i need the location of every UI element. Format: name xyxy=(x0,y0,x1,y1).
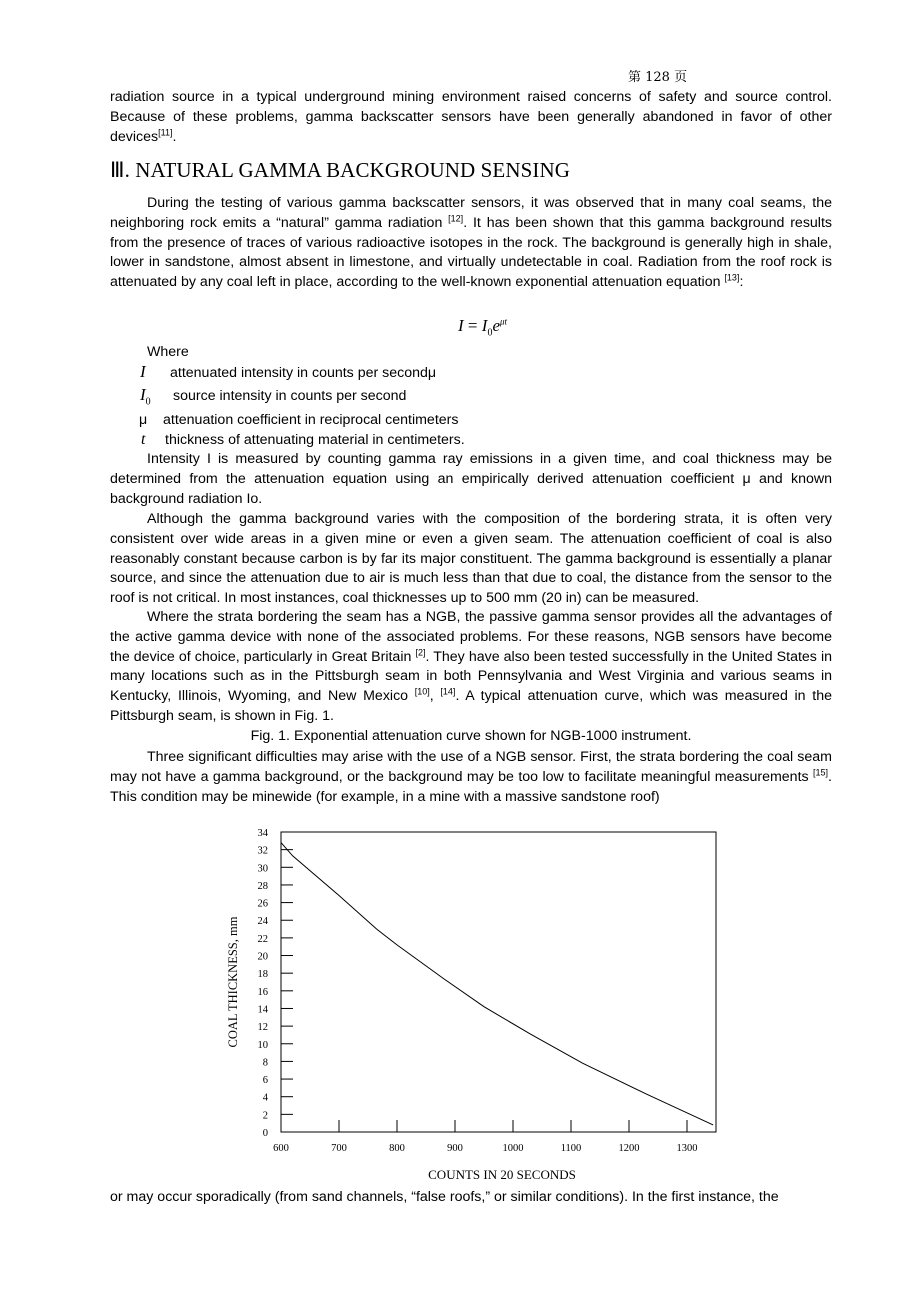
y-tick-label: 32 xyxy=(257,845,268,857)
x-tick-label: 900 xyxy=(447,1143,463,1154)
attenuation-curve xyxy=(281,843,713,1125)
y-tick-label: 16 xyxy=(257,986,268,998)
where-label: Where xyxy=(147,344,189,360)
y-tick-label: 10 xyxy=(257,1039,268,1051)
y-tick-label: 28 xyxy=(257,880,268,892)
definition-item: t thickness of attenuating material in centimeters. xyxy=(141,431,465,448)
y-tick-label: 30 xyxy=(257,863,268,875)
x-tick-label: 1200 xyxy=(618,1143,640,1154)
x-tick-label: 800 xyxy=(389,1143,405,1154)
y-tick-label: 24 xyxy=(257,916,268,928)
y-tick-label: 2 xyxy=(262,1110,268,1122)
citation: [11] xyxy=(158,126,173,137)
y-tick-label: 0 xyxy=(262,1128,268,1139)
y-tick-label: 8 xyxy=(262,1057,268,1069)
x-tick-label: 1300 xyxy=(676,1143,698,1154)
definition-item: μ attenuation coefficient in reciprocal centimeters xyxy=(139,412,459,428)
page-number: 第 128 页 xyxy=(628,70,688,85)
y-axis xyxy=(258,828,294,1139)
y-tick-label: 26 xyxy=(257,898,268,910)
attenuation-equation: $I = I_0e^{\mu t}$ xyxy=(458,316,508,339)
y-tick-label: 4 xyxy=(262,1092,268,1104)
section-heading: Ⅲ. NATURAL GAMMA BACKGROUND SENSING xyxy=(110,158,570,182)
x-tick-label: 700 xyxy=(331,1143,347,1154)
paragraph-background: Although the gamma background varies with the composition of the bordering strata, it is often very consistent over wide areas in a given mine or even a given seam. The attenuation coefficient of coal is also reasonably constant because carbon is by far its major constituent. The gamma background is essentially a planar source, and since the attenuation due to air is much less than that due to coal, the distance from the sensor to the roof is not critical. In most instances, coal thicknesses up to 500 mm (20 in) can be measured. xyxy=(110,511,832,607)
y-axis-label: COAL THICKNESS, mm xyxy=(226,916,240,1048)
citation: [14] xyxy=(440,686,456,697)
paragraph-ngb: Where the strata bordering the seam has a NGB, the passive gamma sensor provides all the advantages of the active gamma device with none of the associated problems. For these reasons, NGB sensors have become the device of choice, particularly in Great Britain [2]. They have also been tested successfully in the United States in many locations such as in the Pittsburgh seam in both Pennsylvania and West Virginia and various seams in Kentucky, Illinois, Wyoming, and New Mexico [10], [14]. A typical attenuation curve, which was measured in the Pittsburgh seam, is shown in Fig. 1. xyxy=(110,609,832,724)
y-tick-label: 6 xyxy=(262,1075,268,1087)
paragraph-continued: or may occur sporadically (from sand channels, “false roofs,” or similar conditions). In the first instance, the xyxy=(110,1189,779,1205)
y-tick-label: 12 xyxy=(257,1022,268,1034)
definition-item: I attenuated intensity in counts per secondμ xyxy=(140,362,437,381)
citation: [15] xyxy=(813,767,829,778)
intro-paragraph: radiation source in a typical underground mining environment raised concerns of safety and source control. Because of these problems, gamma backscatter sensors have been generally abandoned in favor of other devices[11]. xyxy=(110,89,832,145)
citation: [2] xyxy=(415,646,426,657)
attenuation-chart xyxy=(0,815,920,1190)
x-tick-label: 1000 xyxy=(502,1143,524,1154)
x-axis xyxy=(273,1120,697,1154)
plot-frame xyxy=(281,832,716,1132)
paragraph-gamma-intro: During the testing of various gamma backscatter sensors, it was observed that in many coal seams, the neighboring rock emits a “natural” gamma radiation [12]. It has been shown that this gamma background results from the presence of traces of various radioactive isotopes in the rock. The background is generally high in shale, lower in sandstone, almost absent in limestone, and virtually undetectable in coal. Radiation from the roof rock is attenuated by any coal left in place, according to the well-known exponential attenuation equation [13]: xyxy=(110,195,832,291)
citation: [13] xyxy=(724,272,740,283)
x-axis-label: COUNTS IN 20 SECONDS xyxy=(428,1167,576,1182)
y-tick-label: 18 xyxy=(257,969,268,981)
paragraph-difficulties: Three significant difficulties may arise with the use of a NGB sensor. First, the strata bordering the coal seam may not have a gamma background, or the background may be too low to facilitate meaningful measurements [15]. This condition may be minewide (for example, in a mine with a massive sandstone roof) xyxy=(110,749,832,805)
citation: [10] xyxy=(414,686,430,697)
figure-caption: Fig. 1. Exponential attenuation curve shown for NGB-1000 instrument. xyxy=(250,728,692,744)
y-tick-label: 14 xyxy=(257,1004,268,1016)
x-tick-label: 600 xyxy=(273,1143,289,1154)
y-tick-label: 34 xyxy=(257,828,268,839)
citation: [12] xyxy=(448,213,464,224)
x-tick-label: 1100 xyxy=(560,1143,582,1154)
paragraph-intensity: Intensity I is measured by counting gamma ray emissions in a given time, and coal thickness may be determined from the attenuation equation using an empirically derived attenuation coefficient μ and known background radiation Io. xyxy=(110,451,832,507)
y-tick-label: 20 xyxy=(257,951,268,963)
definition-item: $I_0$ source intensity in counts per second xyxy=(140,385,407,408)
y-tick-label: 22 xyxy=(257,933,268,945)
